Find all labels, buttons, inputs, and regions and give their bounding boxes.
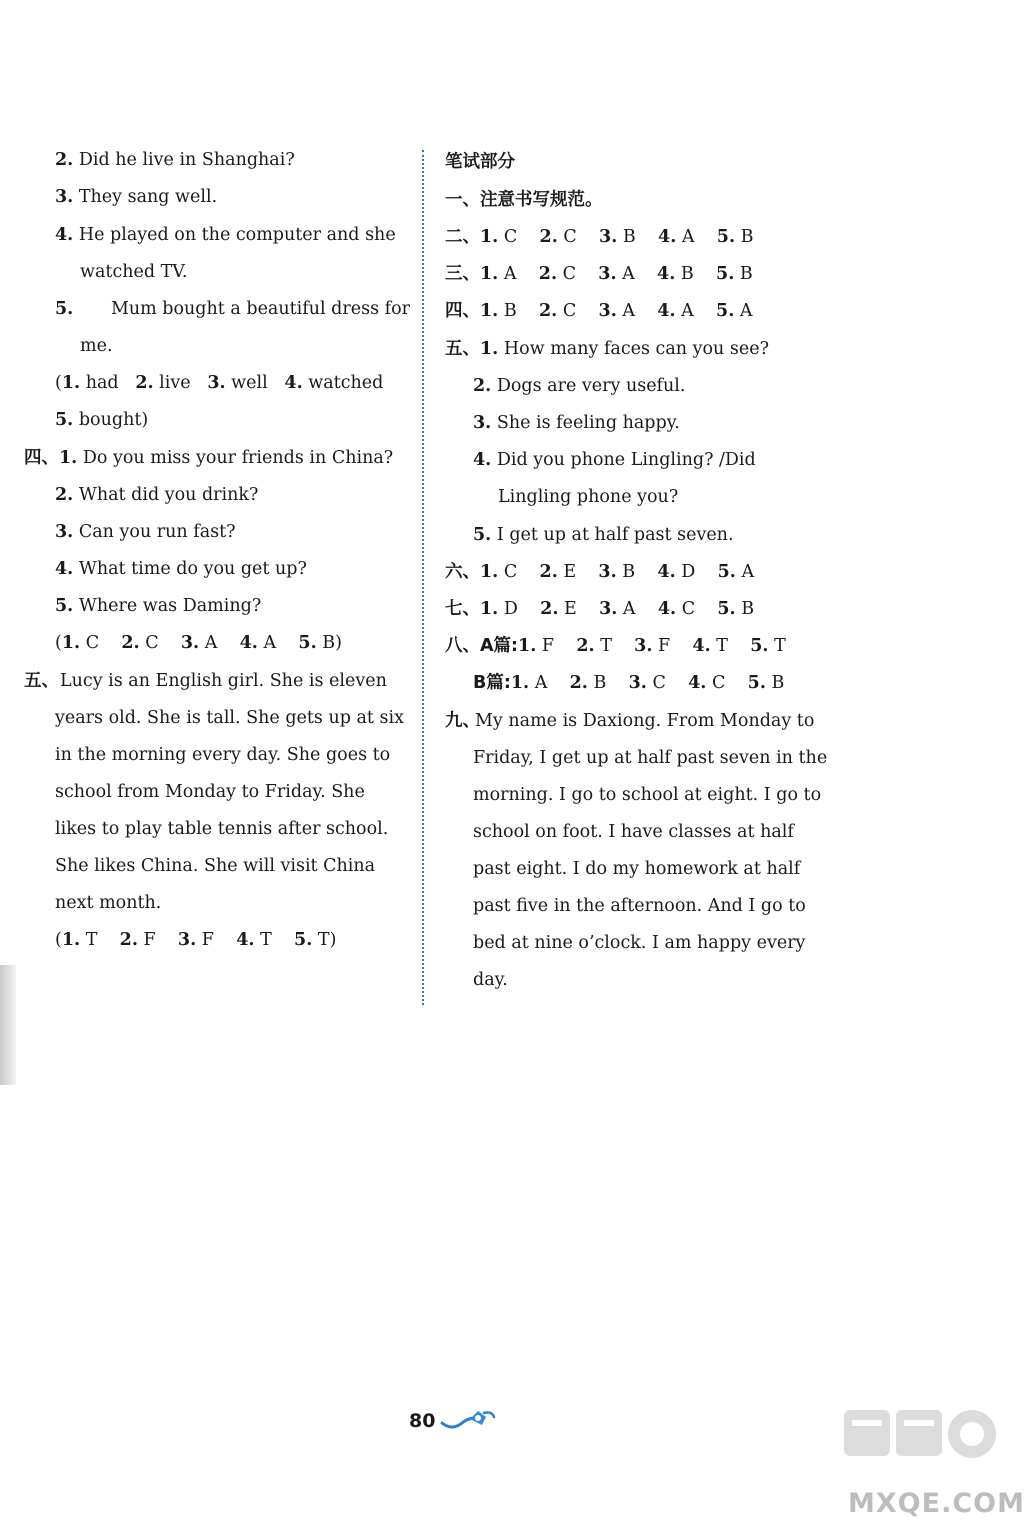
r5-q4: 4. Did you phone Lingling? /Did [473, 450, 756, 470]
r6-answers: 六、1. C 2. E 3. B 4. D 5. A [445, 562, 755, 582]
s5-passage-line-3: in the morning every day. She goes to [55, 745, 391, 765]
r5-q3: 3. She is feeling happy. [473, 413, 680, 433]
s3-answer-key-cont: 5. bought) [55, 410, 149, 430]
watermark-url: MXQE.COM [848, 1488, 1025, 1519]
s3-answer-key: (1. had 2. live 3. well 4. watched [55, 373, 384, 393]
s3-q4: 4. He played on the computer and she [55, 225, 396, 245]
s5-answer-key: (1. T 2. F 3. F 4. T 5. T) [55, 930, 337, 950]
r8-a-answers: 八、A篇:1. F 2. T 3. F 4. T 5. T [445, 636, 786, 656]
r3-answers: 三、1. A 2. C 3. A 4. B 5. B [445, 264, 753, 284]
r8-b-answers: B篇:1. A 2. B 3. C 4. C 5. B [473, 673, 785, 693]
s5-passage-line-2: years old. She is tall. She gets up at six [55, 708, 404, 728]
s3-q5: 5. Mum bought a beautiful dress for [55, 299, 410, 319]
s5-passage-line-4: school from Monday to Friday. She [55, 782, 365, 802]
s4-q5: 5. Where was Daming? [55, 596, 262, 616]
s3-q5-cont: me. [80, 336, 113, 356]
r9-passage-line-6: past five in the afternoon. And I go to [473, 896, 806, 916]
s4-q2: 2. What did you drink? [55, 485, 259, 505]
r9-passage-line-7: bed at nine o’clock. I am happy every [473, 933, 806, 953]
r7-answers: 七、1. D 2. E 3. A 4. C 5. B [445, 599, 755, 619]
written-section-title: 笔试部分 [445, 152, 515, 172]
s5-passage-line-5: likes to play table tennis after school. [55, 819, 389, 839]
s5-marker: 五、 [24, 671, 59, 691]
page-number: 80 [409, 1410, 436, 1432]
r5-q2: 2. Dogs are very useful. [473, 376, 686, 396]
r9-passage-line-3: morning. I go to school at eight. I go to [473, 785, 822, 805]
column-divider [422, 150, 424, 1005]
r9-passage-line-4: school on foot. I have classes at half [473, 822, 794, 842]
r5-q1: 五、1. How many faces can you see? [445, 339, 769, 359]
s4-q1: 四、1. Do you miss your friends in China? [24, 448, 394, 468]
s4-answer-key: (1. C 2. C 3. A 4. A 5. B) [55, 633, 342, 653]
r5-q4-cont: Lingling phone you? [498, 487, 679, 507]
r2-answers: 二、1. C 2. C 3. B 4. A 5. B [445, 227, 754, 247]
s5-passage-line-1: Lucy is an English girl. She is eleven [60, 671, 387, 691]
r4-answers: 四、1. B 2. C 3. A 4. A 5. A [445, 301, 753, 321]
s5-passage-line-7: next month. [55, 893, 162, 913]
r9-passage-line-5: past eight. I do my homework at half [473, 859, 801, 879]
s3-q3: 3. They sang well. [55, 187, 218, 207]
r9-passage-line-1: My name is Daxiong. From Monday to [475, 711, 815, 731]
watermark-logo-icon [840, 1402, 1000, 1482]
r9-passage-line-2: Friday, I get up at half past seven in the [473, 748, 828, 768]
r5-q5: 5. I get up at half past seven. [473, 525, 734, 545]
page-ornament-icon [440, 1407, 496, 1435]
s4-q3: 3. Can you run fast? [55, 522, 236, 542]
r1-line: 一、注意书写规范。 [445, 190, 603, 210]
s3-q4-cont: watched TV. [80, 262, 188, 282]
r9-marker: 九、 [445, 711, 480, 731]
page-edge-shadow [0, 965, 16, 1085]
s3-q2: 2. Did he live in Shanghai? [55, 150, 295, 170]
s5-passage-line-6: She likes China. She will visit China [55, 856, 376, 876]
s4-q4: 4. What time do you get up? [55, 559, 307, 579]
r9-passage-line-8: day. [473, 970, 508, 990]
